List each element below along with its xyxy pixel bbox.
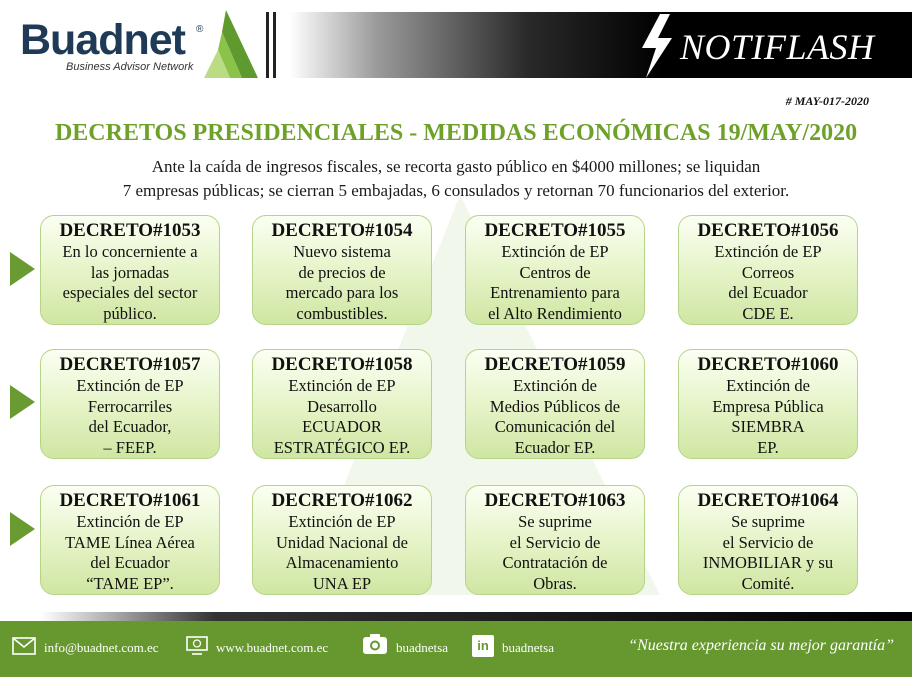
bulletin-reference: # MAY-017-2020 [785, 94, 869, 108]
decree-number: DECRETO#1063 [484, 490, 626, 511]
decree-text: SIEMBRA [731, 417, 805, 436]
camera-icon [362, 633, 388, 655]
footer [0, 621, 912, 677]
logo-registered-mark: ® [196, 24, 204, 35]
decree-text: Centros de [519, 262, 591, 282]
decree-text: Extinción de EP [501, 242, 609, 261]
decree-text: Obras. [533, 573, 577, 593]
decree-text: INMOBILIAR y su [702, 553, 834, 572]
arrow-right-icon [10, 385, 35, 419]
decree-text: público. [103, 303, 157, 323]
linkedin-icon: in [472, 635, 494, 657]
footer-email-link[interactable]: info@buadnet.com.ec [44, 640, 159, 655]
footer-linkedin-link[interactable]: buadnetsa [502, 640, 554, 655]
decree-number: DECRETO#1056 [697, 220, 839, 241]
arrow-right-icon [10, 252, 35, 286]
decree-text: EP. [757, 437, 779, 457]
decree-text: Extinción de EP [76, 512, 184, 531]
decree-text: las jornadas [90, 262, 170, 282]
decree-text: Contratación de [502, 553, 608, 572]
decree-text: – FEEP. [103, 437, 157, 457]
summary-line: 7 empresas públicas; se cierran 5 embajadas, 6 consulados y retornan 70 funcionarios del exterior. [122, 181, 790, 200]
logo-triangle-icon [200, 8, 260, 80]
decree-text: Empresa Pública [712, 396, 824, 416]
decree-card [252, 349, 432, 459]
decree-text: En lo concerniente a [62, 242, 198, 261]
decree-text: Extinción de [513, 376, 597, 395]
decree-text: Medios Públicos de [489, 396, 621, 416]
decree-text: el Servicio de [509, 532, 601, 552]
buadnet-logo [20, 8, 260, 78]
decree-text: el Alto Rendimiento [488, 303, 622, 323]
decree-number: DECRETO#1055 [484, 220, 626, 241]
decree-text: UNA EP [312, 573, 372, 593]
decree-text: del Ecuador [728, 283, 808, 302]
footer-instagram-link[interactable]: buadnetsa [396, 640, 448, 655]
logo-tagline: Business Advisor Network [66, 61, 194, 73]
decree-text: TAME Línea Aérea [65, 532, 195, 552]
logo-divider-bars [266, 12, 278, 78]
arrow-right-icon [10, 512, 35, 546]
decree-number: DECRETO#1058 [271, 354, 413, 375]
decree-number: DECRETO#1057 [59, 354, 201, 375]
decree-text: Comunicación del [494, 417, 616, 436]
decree-text: de precios de [298, 262, 386, 282]
decree-text: combustibles. [296, 303, 388, 323]
decree-number: DECRETO#1054 [271, 220, 413, 241]
decree-text: Extinción de EP [714, 242, 822, 261]
summary-line: Ante la caída de ingresos fiscales, se recorta gasto público en $4000 millones; se liquidan [151, 157, 761, 176]
decree-text: especiales del sector [62, 283, 198, 302]
decree-text: mercado para los [285, 283, 399, 302]
decree-text: Extinción de [726, 376, 810, 395]
decree-number: DECRETO#1064 [697, 490, 839, 511]
decree-text: Desarrollo [307, 396, 377, 416]
decree-number: DECRETO#1053 [59, 220, 201, 241]
decree-card [40, 349, 220, 459]
decree-text: Unidad Nacional de [276, 532, 408, 552]
decree-card [678, 349, 858, 459]
banner-title: NOTIFLASH [680, 27, 875, 67]
decree-text: Ecuador EP. [514, 437, 596, 457]
logo-wordmark: Buadnet [20, 16, 185, 64]
decree-text: Extinción de EP [288, 376, 396, 395]
decree-card [40, 215, 220, 325]
mail-icon [12, 637, 36, 655]
decree-text: CDE E. [742, 303, 794, 323]
decree-number: DECRETO#1060 [697, 354, 839, 375]
decree-text: el Servicio de [722, 532, 814, 552]
decree-text: ECUADOR [302, 417, 382, 436]
decree-text: Extinción de EP [76, 376, 184, 395]
page-title: DECRETOS PRESIDENCIALES - MEDIDAS ECONÓMICAS 19/MAY/2020 [54, 120, 858, 146]
decree-text: Comité. [741, 573, 795, 593]
decree-card [465, 349, 645, 459]
footer-website-link[interactable]: www.buadnet.com.ec [216, 640, 329, 655]
decree-card [465, 215, 645, 325]
decree-text: Ferrocarriles [87, 396, 173, 416]
decree-card [678, 215, 858, 325]
decree-card [40, 485, 220, 595]
web-icon [186, 636, 208, 656]
decree-text: Nuevo sistema [293, 242, 391, 261]
decree-text: Se suprime [731, 512, 805, 531]
decree-card [678, 485, 858, 595]
decree-text: Se suprime [518, 512, 592, 531]
footer-slogan: “Nuestra experiencia su mejor garantía” [628, 637, 894, 654]
decree-text: Entrenamiento para [490, 283, 620, 302]
decree-text: del Ecuador, [88, 417, 172, 436]
decree-card [252, 485, 432, 595]
decree-text: Correos [741, 262, 795, 282]
decree-text: del Ecuador [90, 553, 170, 572]
decree-text: “TAME EP”. [86, 573, 174, 593]
decree-number: DECRETO#1062 [271, 490, 413, 511]
decree-card [252, 215, 432, 325]
lightning-bolt-icon [636, 14, 676, 78]
decree-text: Extinción de EP [288, 512, 396, 531]
decree-number: DECRETO#1061 [59, 490, 201, 511]
decree-number: DECRETO#1059 [484, 354, 626, 375]
decree-text: ESTRATÉGICO EP. [273, 437, 411, 457]
decree-card [465, 485, 645, 595]
decree-text: Almacenamiento [285, 553, 399, 572]
